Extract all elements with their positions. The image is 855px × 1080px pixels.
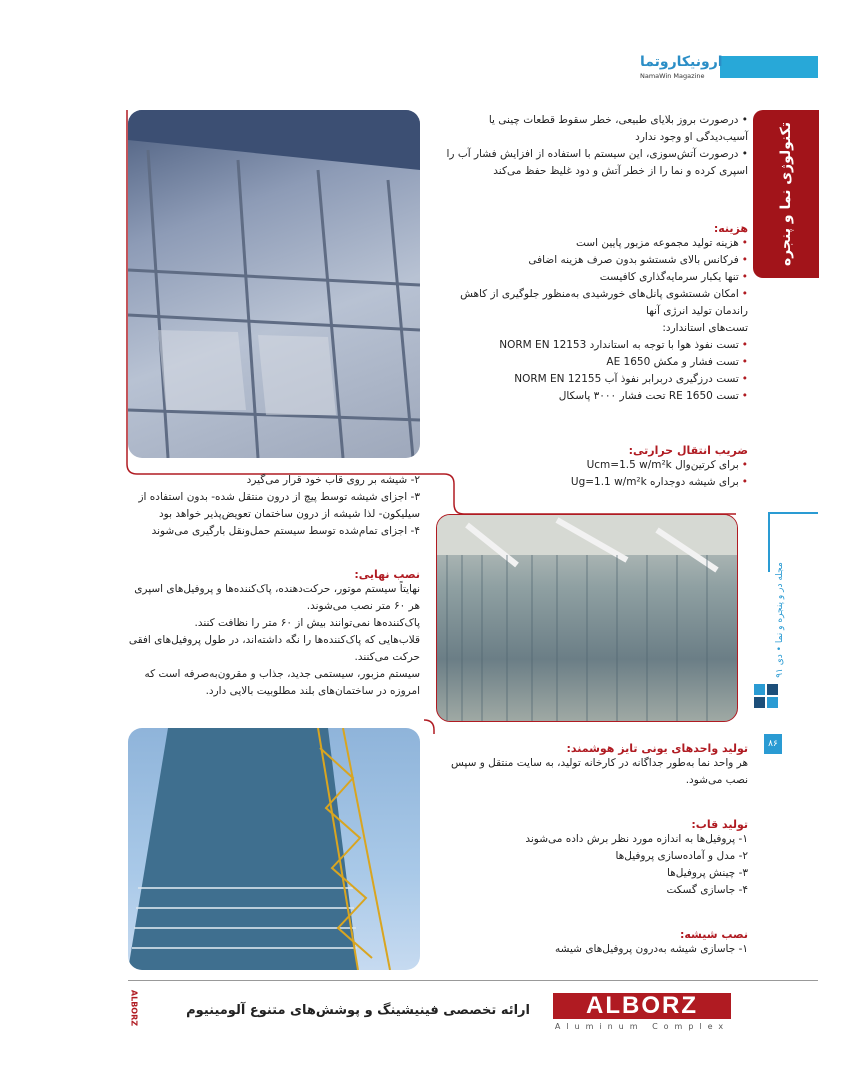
list-item: • تست نفوذ هوا با توجه به استاندارد NORM EN 12153 [436,337,748,354]
list-item: • برای کرتین‌وال Ucm=1.5 w/m²k [436,457,748,474]
smart-units-section [436,742,748,789]
logo-bar [720,56,818,78]
final-install-heading: نصب نهایی: [354,568,420,581]
list-item: • فرکانس بالای شستشو بدون صرف هزینه اضافی [436,252,748,269]
cost-heading: هزینه: [713,222,748,235]
footer-divider [128,980,818,981]
step-item: ۴- اجزای تمام‌شده توسط سیستم حمل‌ونقل بارگیری می‌شوند [151,525,420,537]
alborz-small-logo [128,990,140,1026]
glass-install-heading: نصب شیشه: [679,928,748,941]
section-tab [753,110,819,278]
thermal-section [436,444,748,491]
list-item: ۲- مدل و آماده‌سازی پروفیل‌ها [615,850,748,862]
list-item: • تست RE 1650 تحت فشار ۳۰۰۰ پاسکال [436,388,748,405]
list-item: • هزینه تولید مجموعه مزبور پایین است [436,235,748,252]
list-item: • امکان شستشوی پانل‌های خورشیدی به‌منظور جلوگیری از کاهش راندمان تولید انرژی آنها [436,286,748,320]
paragraph: قلاب‌هایی که پاک‌کننده‌ها را نگه داشته‌اند، در طول پروفیل‌های افقی حرکت می‌کنند. [128,634,420,663]
list-item: ۱- جاسازی شیشه به‌درون پروفیل‌های شیشه [555,943,748,955]
list-item: • برای شیشه دوجداره Ug=1.1 w/m²k [436,474,748,491]
page-number: ۸۶ [764,734,782,754]
footer-tagline: ارائه تخصصی فینیشینگ و پوشش‌های متنوع آلومینیوم [186,1003,530,1018]
step-item: ۲- شیشه بر روی قاب خود قرار می‌گیرد [246,474,420,486]
tests-heading: تست‌های استاندارد: [662,322,748,334]
list-item: ۴- جاسازی گسکت [666,884,748,896]
list-item: ۱- پروفیل‌ها به اندازه مورد نظر برش داده می‌شوند [525,833,748,845]
frame-production-section [436,818,748,899]
alborz-logo: ALBORZ [553,993,731,1019]
magazine-logo [640,54,818,82]
step-item: ۳- اجزای شیشه توسط پیچ از درون منتقل شده- بدون استفاده از سیلیکون- لذا شیشه از درون ساختمان تعویض‌پذیر خواهد بود [138,491,420,520]
window-icon [752,682,780,710]
intro-para: • درصورت آتش‌سوزی، این سیستم با استفاده از افزایش فشار آب را اسپری کرده و نما را از خطر آتش و دود غلیظ حفظ می‌کند [446,148,748,177]
paragraph: پاک‌کننده‌ها نمی‌توانند بیش از ۶۰ متر را نظافت کنند. [194,617,420,629]
intro-para: • درصورت بروز بلایای طبیعی، خطر سقوط قطعات چینی یا آسیب‌دیدگی او وجود ندارد [488,114,748,143]
tower-photo [128,728,420,970]
list-item: • تنها یکبار سرمایه‌گذاری کافیست [436,269,748,286]
facade-photo [128,110,420,458]
magazine-issue: مجله در و پنجره و نما • دی ۹۱ [775,562,785,678]
magazine-rule [768,512,818,514]
final-install-section [128,568,420,700]
glass-install-section [436,928,748,958]
section-tab-label: تکنولوژی نما و پنجره [778,121,794,267]
list-item: • تست فشار و مکش AE 1650 [436,354,748,371]
alborz-subtitle: Aluminum Complex [554,1022,730,1031]
thermal-heading: ضریب انتقال حرارتی: [628,444,748,457]
magazine-rule-vertical [768,512,770,572]
list-item: • تست درزگیری دربرابر نفوذ آب NORM EN 12155 [436,371,748,388]
smart-units-heading: تولید واحدهای یونی تایز هوشمند: [566,742,748,755]
logo-text: ارونیکاروتما [640,54,723,70]
paragraph: نهایتاً سیستم موتور، حرکت‌دهنده، پاک‌کننده‌ها و پروفیل‌های اسپری هر ۶۰ متر نصب می‌شوند. [134,583,420,612]
cost-section [436,222,748,405]
glass-steps [128,472,420,540]
logo-subtitle: NamaWin Magazine [640,72,705,80]
list-item: ۳- چینش پروفیل‌ها [667,867,748,879]
paragraph: هر واحد نما به‌طور جداگانه در کارخانه تولید، به سایت منتقل و سپس نصب می‌شود. [451,757,748,786]
cleaning-system-photo [436,514,738,722]
alborz-small-text: ALBORZ [129,989,139,1027]
frame-production-heading: تولید قاب: [691,818,748,831]
intro-text [436,112,748,180]
paragraph: سیستم مزبور، سیستمی جدید، جذاب و مقرون‌به‌صرفه است که امروزه در ساختمان‌های بلند مطلوبیت بالایی دارد. [144,668,420,697]
